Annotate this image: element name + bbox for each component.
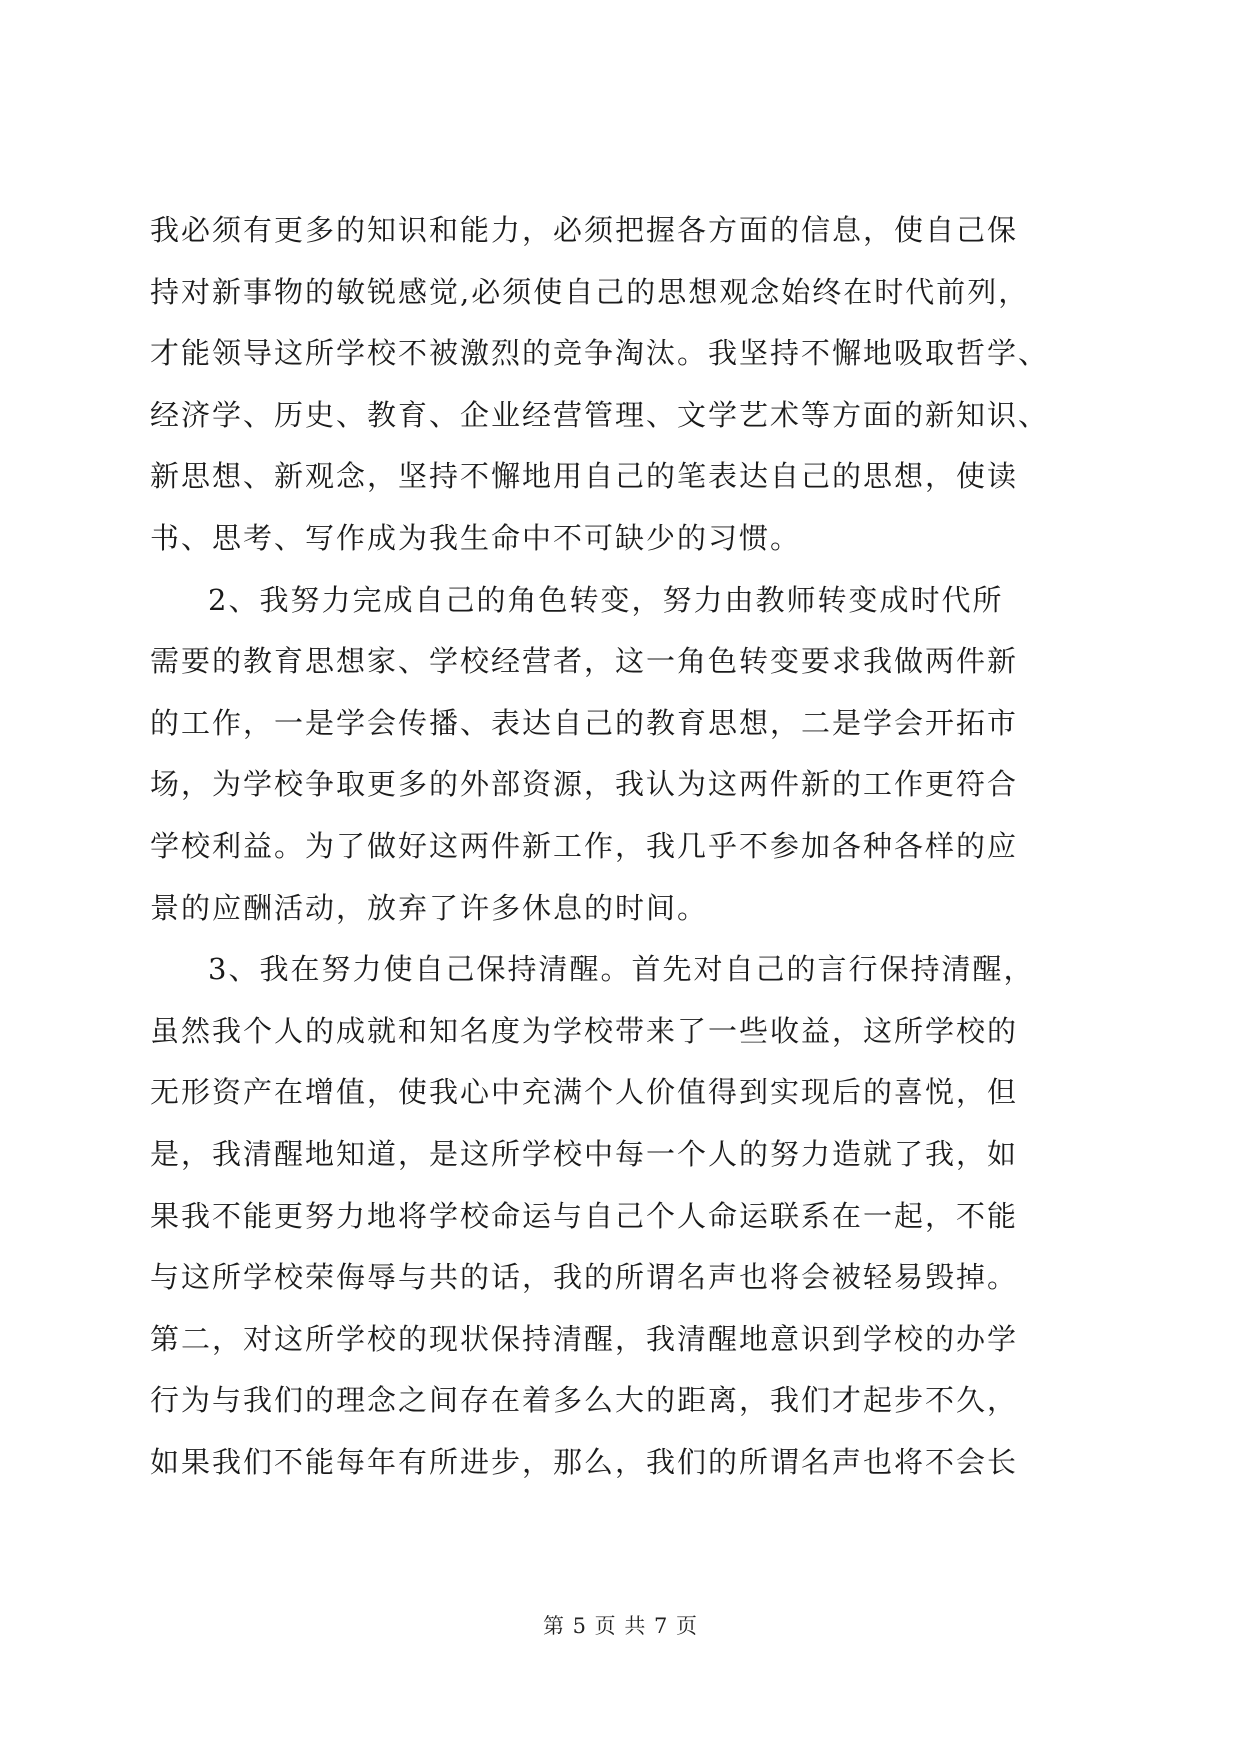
text-line: 书、思考、写作成为我生命中不可缺少的习惯。 xyxy=(150,520,802,555)
text-line: 果我不能更努力地将学校命运与自己个人命运联系在一起，不能 xyxy=(150,1198,1019,1233)
text-line: 才能领导这所学校不被激烈的竞争淘汰。我坚持不懈地吸取哲学、 xyxy=(150,336,1050,371)
text-line: 持对新事物的敏锐感觉,必须使自己的思想观念始终在时代前列， xyxy=(150,274,1030,309)
text-line: 如果我们不能每年有所进步，那么，我们的所谓名声也将不会长 xyxy=(150,1444,1019,1479)
text-line: 无形资产在增值，使我心中充满个人价值得到实现后的喜悦，但 xyxy=(150,1075,1019,1110)
text-line: 我必须有更多的知识和能力，必须把握各方面的信息，使自己保 xyxy=(150,213,1019,247)
text-line: 学校利益。为了做好这两件新工作，我几乎不参加各种各样的应 xyxy=(150,828,1019,863)
body-text xyxy=(150,200,1110,1493)
page-number-footer: 第 5 页 共 7 页 xyxy=(542,1614,699,1638)
text-line: 行为与我们的理念之间存在着多么大的距离，我们才起步不久， xyxy=(150,1383,1019,1418)
text-line: 场，为学校争取更多的外部资源，我认为这两件新的工作更符合 xyxy=(150,767,1019,802)
text-line: 与这所学校荣侮辱与共的话，我的所谓名声也将会被轻易毁掉。 xyxy=(150,1260,1019,1295)
text-line: 的工作，一是学会传播、表达自己的教育思想，二是学会开拓市 xyxy=(150,705,1019,740)
paragraph-start-line: 2、我努力完成自己的角色转变，努力由教师转变成时代所 xyxy=(208,582,1004,617)
text-line: 第二，对这所学校的现状保持清醒，我清醒地意识到学校的办学 xyxy=(150,1321,1019,1356)
text-line: 新思想、新观念，坚持不懈地用自己的笔表达自己的思想，使读 xyxy=(150,459,1019,494)
text-line: 虽然我个人的成就和知名度为学校带来了一些收益，这所学校的 xyxy=(150,1013,1019,1048)
paragraph-start-line: 3、我在努力使自己保持清醒。首先对自己的言行保持清醒， xyxy=(208,952,1035,987)
text-line: 景的应酬活动，放弃了许多休息的时间。 xyxy=(150,890,709,925)
text-line: 经济学、历史、教育、企业经营管理、文学艺术等方面的新知识、 xyxy=(150,397,1050,432)
text-line: 是，我清醒地知道，是这所学校中每一个人的努力造就了我，如 xyxy=(150,1136,1019,1171)
text-line: 需要的教育思想家、学校经营者，这一角色转变要求我做两件新 xyxy=(150,644,1019,679)
